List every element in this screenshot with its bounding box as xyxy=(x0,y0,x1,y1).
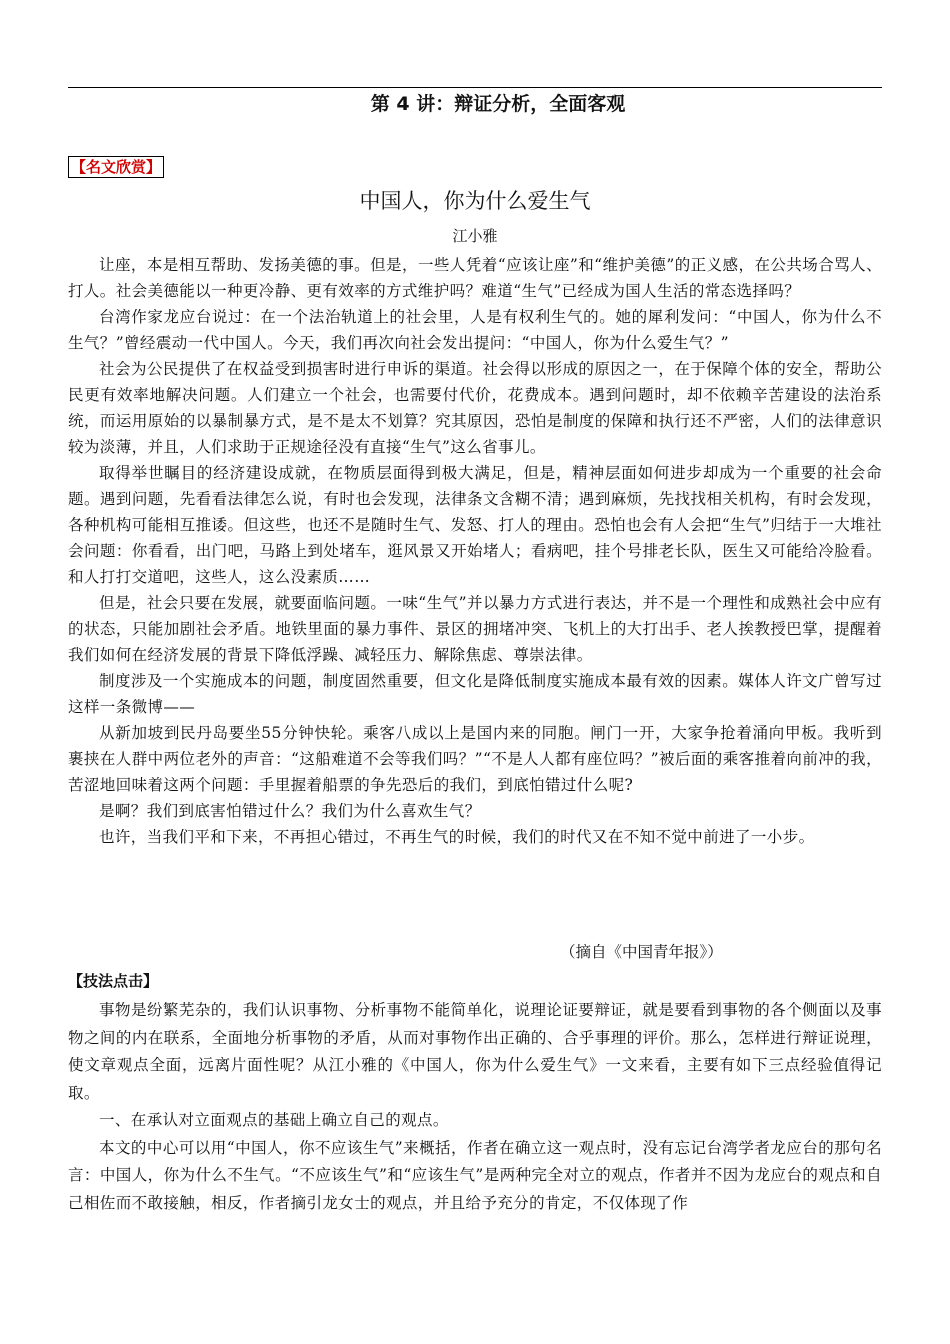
article-paragraph: 从新加坡到民丹岛要坐55分钟快轮。乘客八成以上是国内来的同胞。闸门一开，大家争抢着涌向甲板。我听到裹挟在人群中两位老外的声音：“这船难道不会等我们吗？”“不是人人都有座位吗？”被后面的乘客推着向前冲的我，苦涩地回味着这两个问题：手里握着船票的争先恐后的我们，到底怕错过什么呢? xyxy=(68,724,882,794)
article-paragraph: 但是，社会只要在发展，就要面临问题。一味“生气”并以暴力方式进行表达，并不是一个理性和成熟社会中应有的状态，只能加剧社会矛盾。地铁里面的暴力事件、景区的拥堵冲突、飞机上的大打出手、老人挨教授巴掌，提醒着我们如何在经济发展的背景下降低浮躁、减轻压力、解除焦虑、尊崇法律。 xyxy=(68,594,882,664)
article-paragraph: 让座，本是相互帮助、发扬美德的事。但是，一些人凭着“应该让座”和“维护美德”的正义感，在公共场合骂人、打人。社会美德能以一种更冷静、更有效率的方式维护吗？难道“生气”已经成为国人生活的常态选择吗？ xyxy=(68,256,882,300)
article-paragraph: 台湾作家龙应台说过：在一个法治轨道上的社会里，人是有权利生气的。她的犀利发问：“中国人，你为什么不生气？”曾经震动一代中国人。今天，我们再次向社会发出提问：“中国人，你为什么爱生气？” xyxy=(68,308,882,352)
article-body xyxy=(68,252,882,850)
article-paragraph: 社会为公民提供了在权益受到损害时进行申诉的渠道。社会得以形成的原因之一，在于保障个体的安全，帮助公民更有效率地解决问题。人们建立一个社会，也需要付代价，花费成本。遇到问题时，却不依赖辛苦建设的法治系统，而运用原始的以暴制暴方式，是不是太不划算？究其原因，恐怕是制度的保障和执行还不严密，人们的法律意识较为淡薄，并且，人们求助于正规途径没有直接“生气”这么省事儿。 xyxy=(68,360,882,456)
lesson-title: 第 4 讲：辩证分析，全面客观 xyxy=(370,93,626,115)
technique-paragraph: 本文的中心可以用“中国人，你不应该生气”来概括，作者在确立这一观点时，没有忘记台湾学者龙应台的那句名言：中国人，你为什么不生气。“不应该生气”和“应该生气”是两种完全对立的观点，作者并不因为龙应台的观点和自己相佐而不敢接触，相反，作者摘引龙女士的观点，并且给予充分的肯定，不仅体现了作 xyxy=(68,1138,882,1212)
technique-point-heading: 一、在承认对立面观点的基础上确立自己的观点。 xyxy=(99,1111,449,1129)
technique-body xyxy=(68,997,882,1217)
article-source: （摘自《中国青年报》） xyxy=(560,943,723,961)
article-paragraph: 也许，当我们平和下来，不再担心错过，不再生气的时候，我们的时代又在不知不觉中前进了一小步。 xyxy=(99,828,815,846)
section-tag-appreciation: 【名文欣赏】 xyxy=(68,156,164,178)
article-paragraph: 取得举世瞩目的经济建设成就，在物质层面得到极大满足，但是，精神层面如何进步却成为一个重要的社会命题。遇到问题，先看看法律怎么说，有时也会发现，法律条文含糊不清；遇到麻烦，先找找相关机构，有时会发现，各种机构可能相互推诿。但这些，也还不是随时生气、发怒、打人的理由。恐怕也会有人会把“生气”归结于一大堆社会问题：你看看，出门吧，马路上到处堵车，逛风景又开始堵人；看病吧，挂个号排老长队，医生又可能给冷脸看。和人打打交道吧，这些人，这么没素质…… xyxy=(68,464,882,586)
header-rule xyxy=(68,87,882,88)
article-paragraph: 制度涉及一个实施成本的问题，制度固然重要，但文化是降低制度实施成本最有效的因素。媒体人许文广曾写过这样一条微博—— xyxy=(68,672,882,716)
technique-paragraph: 事物是纷繁芜杂的，我们认识事物、分析事物不能简单化，说理论证要辩证，就是要看到事物的各个侧面以及事物之间的内在联系，全面地分析事物的矛盾，从而对事物作出正确的、合乎事理的评价。那么，怎样进行辩证说理，使文章观点全面，远离片面性呢？从江小雅的《中国人，你为什么爱生气》一文来看，主要有如下三点经验值得记取。 xyxy=(68,1001,882,1102)
article-paragraph: 是啊？我们到底害怕错过什么？我们为什么喜欢生气？ xyxy=(99,802,481,820)
technique-heading: 【技法点击】 xyxy=(68,972,159,990)
article-title: 中国人，你为什么爱生气 xyxy=(359,189,591,213)
article-author: 江小雅 xyxy=(452,227,498,245)
